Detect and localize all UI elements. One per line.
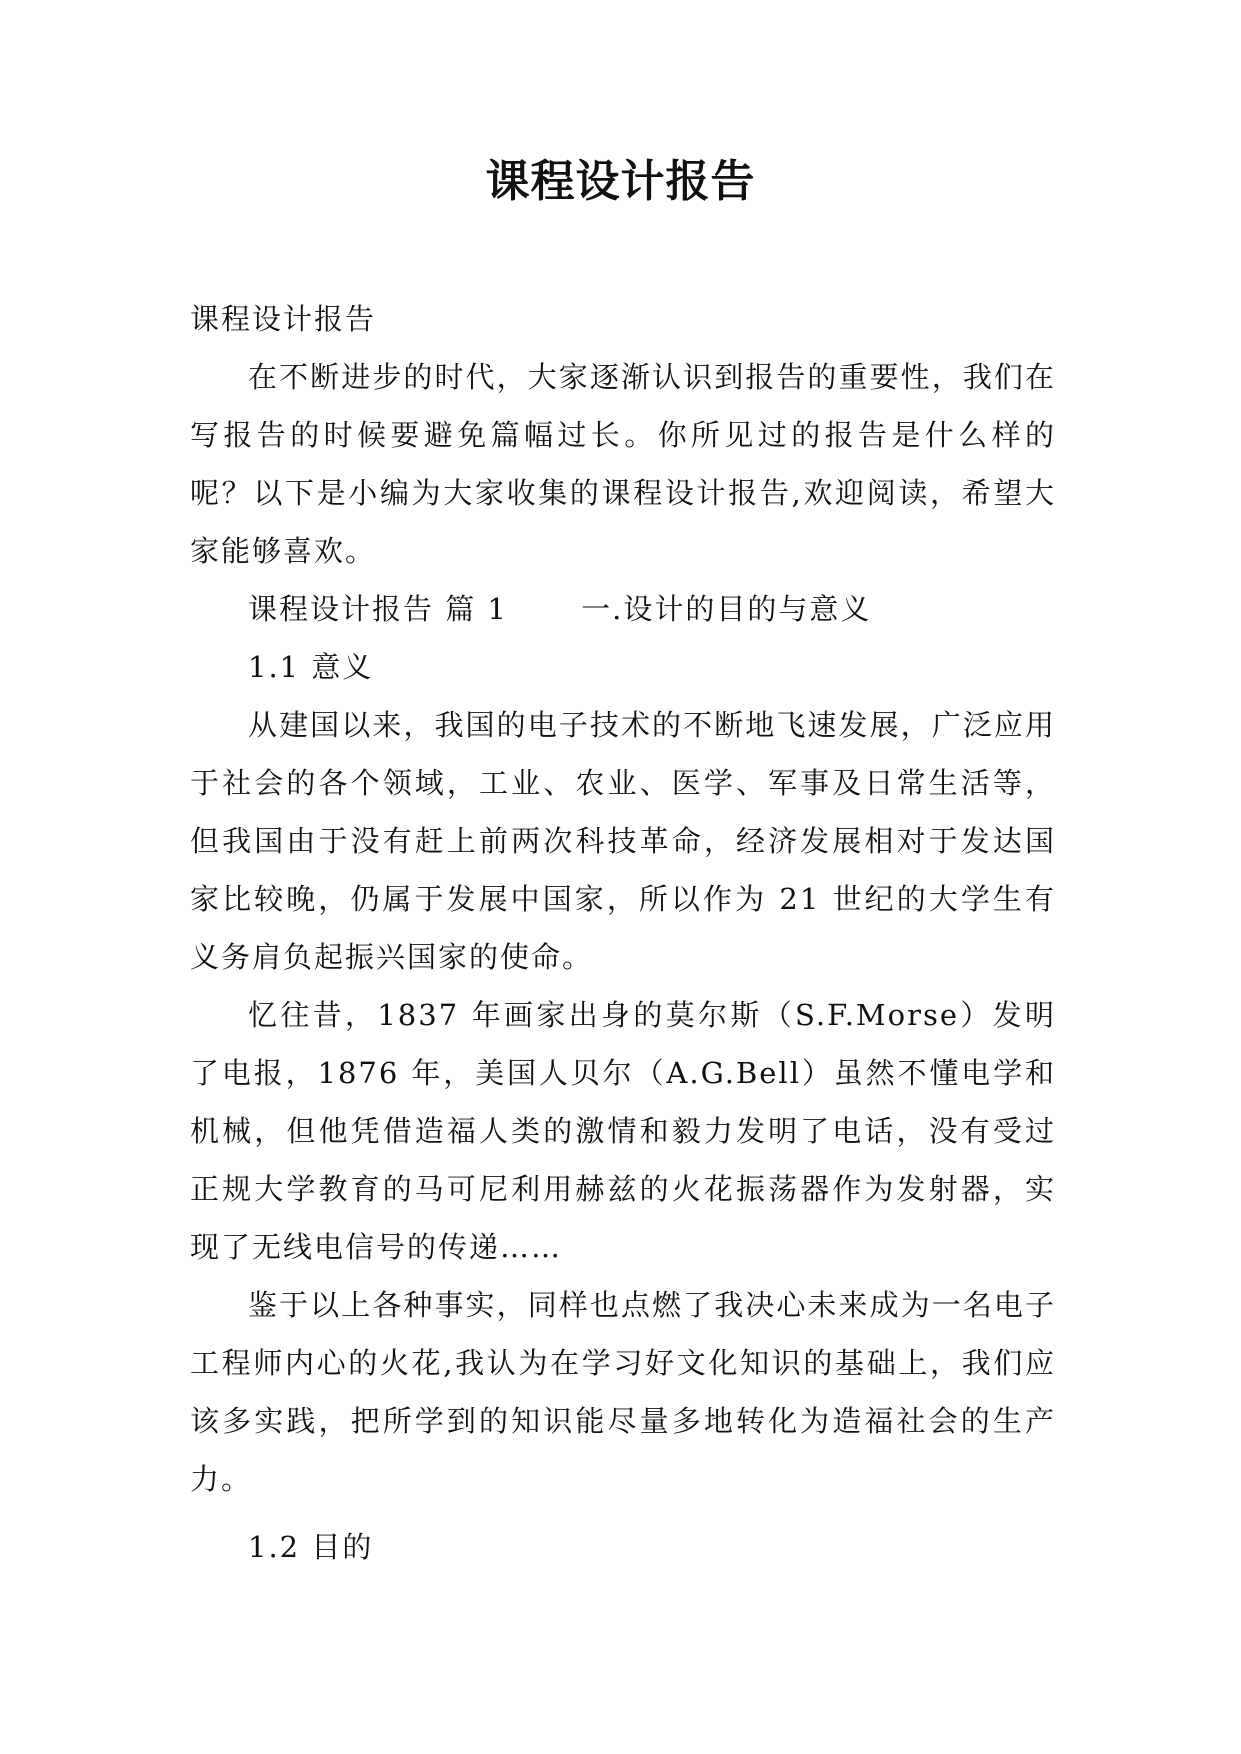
paragraph-heading: 课程设计报告	[190, 302, 377, 336]
paragraph-subsection-1-2: 1.2 目的	[248, 1530, 374, 1564]
paragraph-subsection-1-1: 1.1 意义	[248, 650, 374, 684]
paragraph-intro: 在不断进步的时代，大家逐渐认识到报告的重要性，我们在写报告的时候要避免篇幅过长。你所见过的报告是什么样的呢？以下是小编为大家收集的课程设计报告,欢迎阅读，希望大家能够喜欢。	[190, 360, 1056, 568]
paragraph-motivation: 鉴于以上各种事实，同样也点燃了我决心未来成为一名电子工程师内心的火花,我认为在学习好文化知识的基础上，我们应该多实践，把所学到的知识能尽量多地转化为造福社会的生产力。	[190, 1288, 1056, 1496]
document-body	[190, 290, 1056, 1576]
paragraph-history: 忆往昔，1837 年画家出身的莫尔斯（S.F.Morse）发明了电报，1876 年，美国人贝尔（A.G.Bell）虽然不懂电学和机械，但他凭借造福人类的激情和毅力发明了电话，没有受过正规大学教育的马可尼利用赫兹的火花振荡器作为发射器，实现了无线电信号的传递……	[190, 998, 1056, 1264]
paragraph-section-title: 课程设计报告 篇 1 一.设计的目的与意义	[248, 592, 872, 626]
paragraph-significance: 从建国以来，我国的电子技术的不断地飞速发展，广泛应用于社会的各个领域，工业、农业、医学、军事及日常生活等，但我国由于没有赶上前两次科技革命，经济发展相对于发达国家比较晚，仍属于发展中国家，所以作为 21 世纪的大学生有义务肩负起振兴国家的使命。	[190, 708, 1056, 974]
document-title: 课程设计报告	[485, 156, 756, 207]
